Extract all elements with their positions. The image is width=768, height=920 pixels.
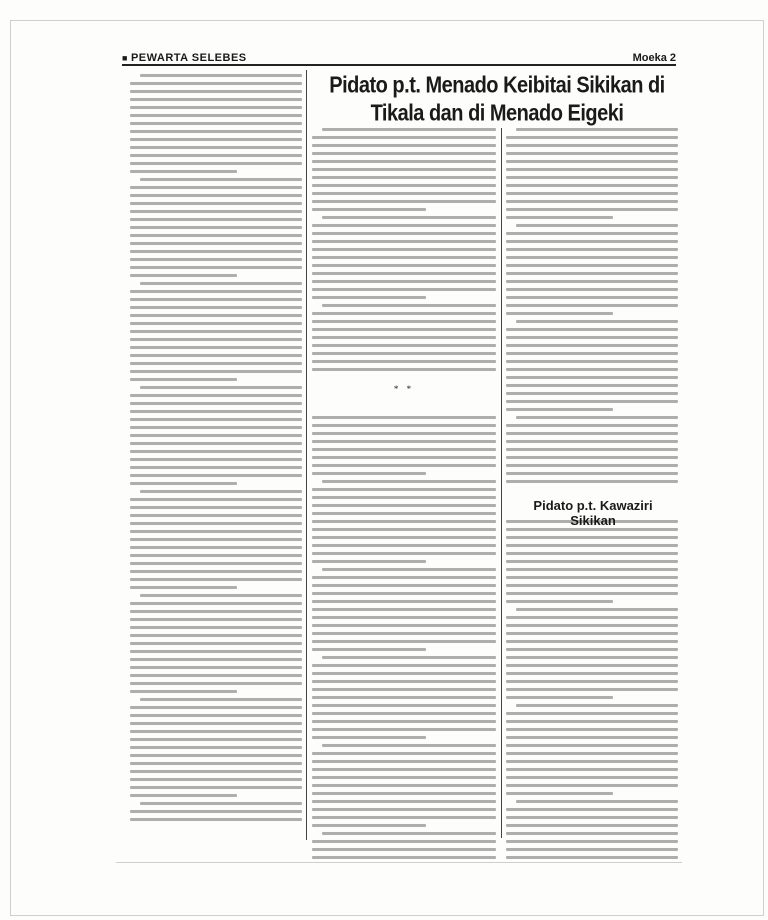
text-line — [130, 362, 302, 365]
text-line — [312, 184, 496, 187]
text-line — [506, 616, 678, 619]
text-line — [506, 712, 678, 715]
text-line — [322, 216, 496, 219]
text-line — [312, 648, 426, 651]
text-line — [312, 720, 496, 723]
text-line — [312, 536, 496, 539]
text-line — [130, 690, 237, 693]
text-line — [130, 546, 302, 549]
text-line — [312, 712, 496, 715]
text-line — [506, 808, 678, 811]
text-line — [130, 90, 302, 93]
text-line — [312, 792, 496, 795]
text-line — [312, 552, 496, 555]
text-line — [312, 808, 496, 811]
text-line — [130, 378, 237, 381]
text-line — [506, 184, 678, 187]
text-line — [312, 576, 496, 579]
text-line — [130, 194, 302, 197]
text-line — [130, 714, 302, 717]
text-line — [312, 352, 496, 355]
text-line — [516, 128, 678, 131]
text-line — [130, 314, 302, 317]
text-line — [312, 368, 496, 371]
text-line — [140, 802, 302, 805]
text-line — [312, 664, 496, 667]
text-line — [506, 848, 678, 851]
text-line — [506, 584, 678, 587]
text-line — [312, 632, 496, 635]
text-line — [130, 298, 302, 301]
text-line — [322, 744, 496, 747]
text-line — [140, 74, 302, 77]
text-line — [506, 232, 678, 235]
text-line — [506, 280, 678, 283]
text-line — [506, 720, 678, 723]
text-line — [506, 312, 613, 315]
text-line — [312, 848, 496, 851]
text-line — [506, 144, 678, 147]
text-line — [130, 578, 302, 581]
text-line — [312, 704, 496, 707]
text-line — [506, 448, 678, 451]
text-line — [506, 432, 678, 435]
text-line — [312, 696, 496, 699]
text-line — [506, 376, 678, 379]
text-line — [312, 640, 496, 643]
text-line — [506, 776, 678, 779]
text-line — [506, 832, 678, 835]
text-line — [312, 176, 496, 179]
text-line — [130, 642, 302, 645]
text-line — [140, 490, 302, 493]
text-line — [130, 202, 302, 205]
text-line — [312, 160, 496, 163]
text-line — [312, 824, 426, 827]
text-line — [130, 530, 302, 533]
text-line — [506, 152, 678, 155]
text-line — [130, 674, 302, 677]
text-line — [322, 656, 496, 659]
text-line — [506, 304, 678, 307]
text-line — [506, 624, 678, 627]
text-line — [130, 554, 302, 557]
text-line — [506, 672, 678, 675]
text-line — [312, 448, 496, 451]
text-line — [506, 664, 678, 667]
text-line — [130, 170, 237, 173]
text-line — [130, 794, 237, 797]
text-line — [322, 304, 496, 307]
text-line — [506, 744, 678, 747]
text-line — [130, 322, 302, 325]
text-line — [130, 706, 302, 709]
text-line — [130, 682, 302, 685]
text-line — [130, 210, 302, 213]
text-line — [130, 402, 302, 405]
text-line — [506, 360, 678, 363]
text-line — [130, 274, 237, 277]
text-line — [506, 400, 678, 403]
text-line — [130, 506, 302, 509]
text-line — [516, 416, 678, 419]
text-line — [506, 168, 678, 171]
column-rule — [501, 128, 502, 838]
text-line — [312, 328, 496, 331]
text-line — [506, 136, 678, 139]
text-line — [130, 786, 302, 789]
text-line — [130, 426, 302, 429]
text-line — [312, 584, 496, 587]
text-line — [312, 320, 496, 323]
text-line — [312, 784, 496, 787]
text-line — [130, 818, 302, 821]
text-line — [130, 162, 302, 165]
text-line — [312, 728, 496, 731]
text-line — [506, 648, 678, 651]
text-line — [312, 208, 426, 211]
text-line — [312, 168, 496, 171]
text-line — [312, 464, 496, 467]
text-line — [312, 264, 496, 267]
text-line — [516, 800, 678, 803]
column-rule — [306, 70, 307, 840]
text-line — [506, 840, 678, 843]
text-line — [130, 442, 302, 445]
text-line — [130, 514, 302, 517]
text-line — [140, 282, 302, 285]
text-line — [312, 336, 496, 339]
text-line — [312, 528, 496, 531]
text-line — [506, 456, 678, 459]
text-line — [130, 186, 302, 189]
text-line — [130, 474, 302, 477]
text-line — [130, 146, 302, 149]
text-line — [130, 338, 302, 341]
text-line — [130, 370, 302, 373]
section-separator: * * — [393, 384, 415, 394]
text-line — [130, 82, 302, 85]
text-line — [506, 256, 678, 259]
text-line — [312, 280, 496, 283]
paper-name: ■ PEWARTA SELEBES — [122, 52, 247, 64]
text-line — [312, 800, 496, 803]
text-line — [506, 560, 678, 563]
text-line — [130, 242, 302, 245]
text-line — [312, 432, 496, 435]
text-line — [312, 776, 496, 779]
text-line — [312, 192, 496, 195]
text-line — [140, 698, 302, 701]
text-line — [312, 224, 496, 227]
text-line — [506, 328, 678, 331]
text-line — [130, 266, 302, 269]
text-line — [130, 746, 302, 749]
text-line — [516, 704, 678, 707]
text-line — [130, 522, 302, 525]
text-line — [312, 360, 496, 363]
text-line — [506, 336, 678, 339]
text-line — [130, 666, 302, 669]
text-line — [130, 610, 302, 613]
text-line — [130, 810, 302, 813]
text-line — [130, 450, 302, 453]
text-line — [506, 480, 678, 483]
text-line — [312, 688, 496, 691]
text-line — [506, 352, 678, 355]
text-line — [130, 538, 302, 541]
text-line — [130, 290, 302, 293]
text-line — [506, 344, 678, 347]
text-line — [312, 248, 496, 251]
text-line — [312, 760, 496, 763]
text-line — [312, 856, 496, 859]
text-line — [506, 784, 678, 787]
text-line — [506, 824, 678, 827]
text-line — [506, 296, 678, 299]
text-line — [516, 608, 678, 611]
text-line — [506, 856, 678, 859]
text-line — [506, 192, 678, 195]
text-line — [312, 232, 496, 235]
text-line — [130, 626, 302, 629]
text-line — [312, 608, 496, 611]
text-line — [312, 840, 496, 843]
text-line — [506, 728, 678, 731]
bottom-border — [116, 862, 682, 863]
text-line — [130, 122, 302, 125]
text-line — [130, 114, 302, 117]
text-line — [506, 240, 678, 243]
text-line — [312, 816, 496, 819]
text-line — [506, 760, 678, 763]
text-line — [312, 472, 426, 475]
text-line — [312, 672, 496, 675]
text-line — [506, 696, 613, 699]
text-line — [130, 106, 302, 109]
text-line — [516, 320, 678, 323]
left-column-text — [130, 74, 302, 834]
text-line — [312, 592, 496, 595]
text-line — [506, 552, 678, 555]
text-line — [312, 256, 496, 259]
text-line — [130, 418, 302, 421]
text-line — [130, 394, 302, 397]
text-line — [130, 410, 302, 413]
text-line — [506, 752, 678, 755]
text-line — [130, 658, 302, 661]
text-line — [312, 624, 496, 627]
text-line — [312, 600, 496, 603]
text-line — [312, 616, 496, 619]
text-line — [506, 368, 678, 371]
text-line — [140, 594, 302, 597]
text-line — [516, 224, 678, 227]
text-line — [506, 288, 678, 291]
text-line — [140, 386, 302, 389]
text-line — [312, 152, 496, 155]
text-line — [130, 498, 302, 501]
text-line — [130, 770, 302, 773]
text-line — [506, 472, 678, 475]
text-line — [322, 128, 496, 131]
text-line — [506, 792, 613, 795]
text-line — [130, 226, 302, 229]
text-line — [312, 456, 496, 459]
text-line — [506, 680, 678, 683]
text-line — [130, 458, 302, 461]
text-line — [130, 634, 302, 637]
running-header — [122, 48, 676, 66]
text-line — [506, 464, 678, 467]
text-line — [130, 130, 302, 133]
text-line — [130, 330, 302, 333]
text-line — [322, 832, 496, 835]
text-line — [130, 602, 302, 605]
middle-column-text — [312, 128, 496, 868]
text-line — [312, 136, 496, 139]
text-line — [312, 416, 496, 419]
text-line — [312, 144, 496, 147]
text-line — [322, 480, 496, 483]
text-line — [312, 488, 496, 491]
text-line — [312, 496, 496, 499]
text-line — [312, 560, 426, 563]
text-line — [506, 632, 678, 635]
text-line — [130, 754, 302, 757]
text-line — [506, 544, 678, 547]
text-line — [312, 296, 426, 299]
text-line — [506, 392, 678, 395]
text-line — [130, 138, 302, 141]
text-line — [312, 768, 496, 771]
text-line — [312, 200, 496, 203]
text-line — [506, 592, 678, 595]
text-line — [130, 434, 302, 437]
text-line — [312, 512, 496, 515]
text-line — [506, 688, 678, 691]
text-line — [506, 816, 678, 819]
text-line — [506, 208, 678, 211]
text-line — [312, 288, 496, 291]
text-line — [506, 568, 678, 571]
text-line — [312, 312, 496, 315]
text-line — [130, 722, 302, 725]
page-label: Moeka 2 — [632, 52, 676, 64]
text-line — [130, 346, 302, 349]
text-line — [506, 640, 678, 643]
text-line — [312, 272, 496, 275]
text-line — [506, 200, 678, 203]
text-line — [312, 240, 496, 243]
text-line — [130, 730, 302, 733]
text-line — [130, 258, 302, 261]
text-line — [506, 768, 678, 771]
text-line — [506, 272, 678, 275]
text-line — [312, 544, 496, 547]
text-line — [506, 528, 678, 531]
text-line — [140, 178, 302, 181]
text-line — [312, 344, 496, 347]
text-line — [130, 234, 302, 237]
text-line — [506, 536, 678, 539]
text-line — [506, 384, 678, 387]
text-line — [130, 466, 302, 469]
text-line — [506, 160, 678, 163]
text-line — [130, 778, 302, 781]
text-line — [130, 306, 302, 309]
text-line — [130, 618, 302, 621]
text-line — [506, 248, 678, 251]
text-line — [312, 440, 496, 443]
text-line — [506, 424, 678, 427]
text-line — [312, 680, 496, 683]
text-line — [312, 736, 426, 739]
text-line — [506, 736, 678, 739]
text-line — [130, 250, 302, 253]
text-line — [506, 576, 678, 579]
text-line — [312, 424, 496, 427]
text-line — [312, 504, 496, 507]
text-line — [506, 440, 678, 443]
text-line — [130, 354, 302, 357]
text-line — [312, 520, 496, 523]
text-line — [506, 656, 678, 659]
text-line — [506, 216, 613, 219]
text-line — [506, 264, 678, 267]
text-line — [130, 562, 302, 565]
second-headline: Pidato p.t. Kawaziri Sikikan — [533, 498, 653, 528]
text-line — [506, 176, 678, 179]
text-line — [130, 154, 302, 157]
text-line — [130, 98, 302, 101]
text-line — [322, 568, 496, 571]
text-line — [130, 586, 237, 589]
text-line — [130, 570, 302, 573]
text-line — [130, 218, 302, 221]
text-line — [312, 752, 496, 755]
text-line — [130, 738, 302, 741]
text-line — [130, 762, 302, 765]
text-line — [130, 650, 302, 653]
text-line — [506, 408, 613, 411]
text-line — [506, 600, 613, 603]
text-line — [130, 482, 237, 485]
main-headline: Pidato p.t. Menado Keibitai Sikikan di Tikala dan di Menado Eigeki — [329, 73, 665, 127]
